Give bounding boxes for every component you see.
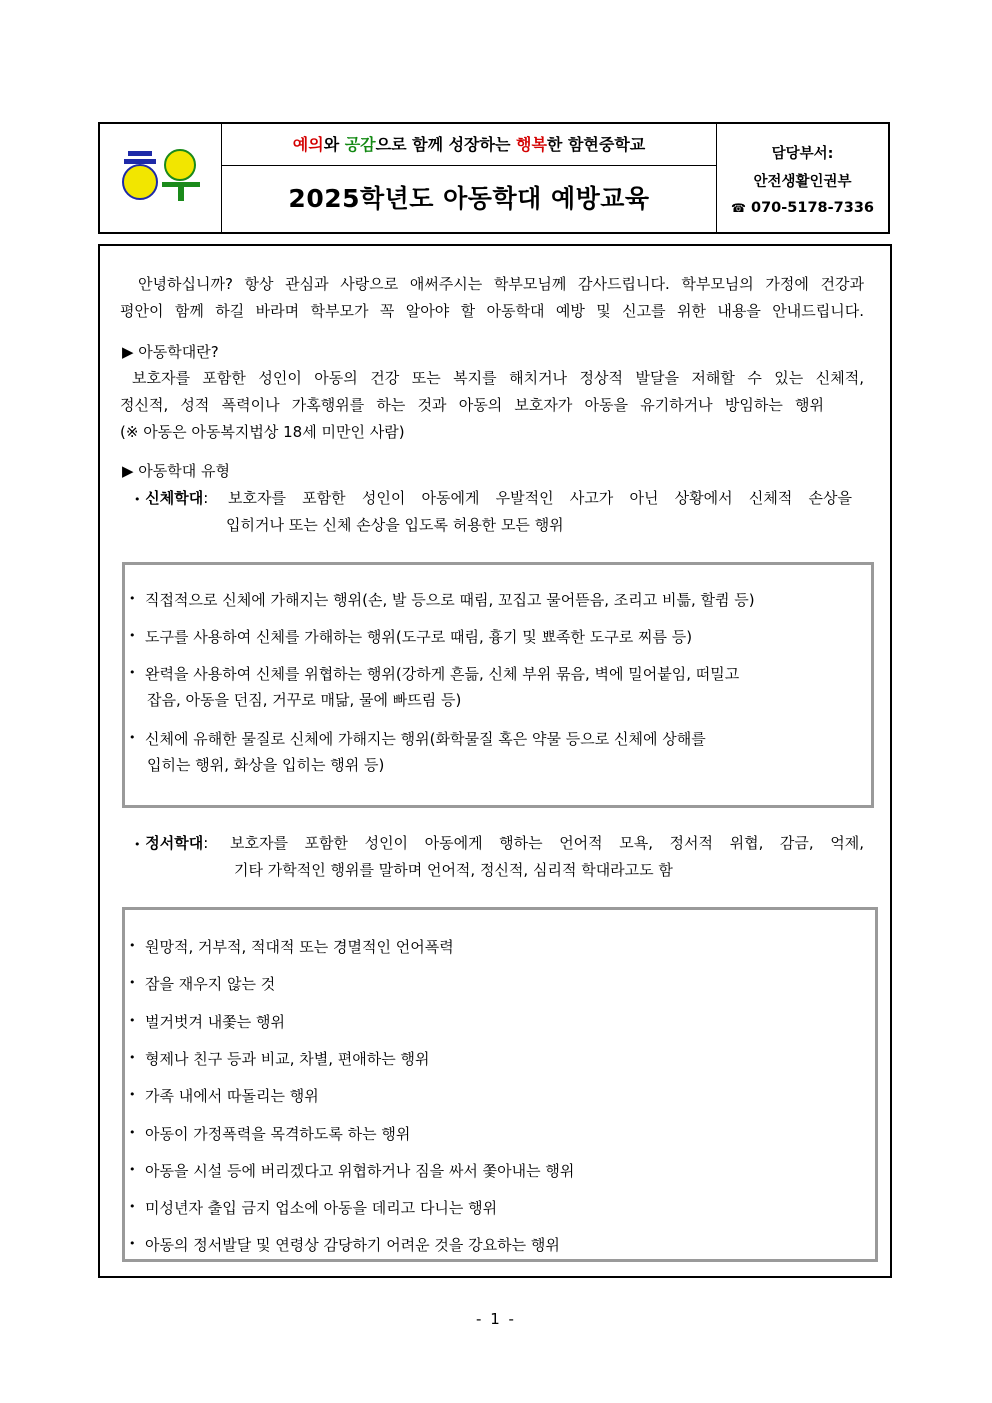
colon: : — [203, 834, 209, 852]
bullet: • — [129, 976, 136, 990]
emotional-abuse-examples — [122, 907, 878, 1262]
example-item: 완력을 사용하여 신체를 위협하는 행위(강하게 흔듦, 신체 부위 묶음, 벽에 밀어붙임, 떠밀고 — [145, 665, 740, 683]
bullet: • — [129, 1088, 136, 1102]
bullet: • — [129, 1125, 136, 1139]
definition-line-1: 보호자를 포함한 성인이 아동의 건강 또는 복지를 해치거나 정상적 발달을 저해할 수 있는 신체적, — [132, 369, 864, 387]
emotional-abuse-desc-1: 보호자를 포함한 성인이 아동에게 행하는 언어적 모욕, 정서적 위협, 감금, 억제, — [230, 834, 864, 852]
bullet: • — [129, 1050, 136, 1064]
example-item: 벌거벗겨 내쫓는 행위 — [145, 1012, 285, 1031]
school-slogan — [222, 124, 716, 166]
logo-cell — [100, 124, 222, 232]
example-item: 원망적, 거부적, 적대적 또는 경멸적인 언어폭력 — [145, 938, 454, 956]
physical-abuse-term: 신체학대 — [145, 489, 204, 507]
document-header — [98, 122, 890, 234]
bullet: • — [134, 838, 141, 851]
physical-abuse-label — [134, 484, 208, 514]
bullet: • — [134, 493, 141, 506]
slogan-part: 예의 — [292, 135, 324, 154]
page-number: - 1 - — [476, 1310, 516, 1328]
physical-abuse-desc-1: 보호자를 포함한 성인이 아동에게 우발적인 사고가 아닌 상황에서 신체적 손상을 — [228, 489, 852, 507]
page-title: 2025학년도 아동학대 예방교육 — [288, 184, 650, 213]
bullet: • — [129, 629, 136, 642]
example-item: 미성년자 출입 금지 업소에 아동을 데리고 다니는 행위 — [145, 1199, 498, 1218]
example-item: 아동의 정서발달 및 연령상 감당하기 어려운 것을 강요하는 행위 — [145, 1236, 560, 1255]
contact-info — [717, 124, 888, 232]
example-item: 잠을 재우지 않는 것 — [145, 975, 276, 994]
slogan-part: 으로 함께 성장하는 — [375, 135, 516, 154]
phone-line — [717, 200, 888, 216]
example-item: 아동이 가정폭력을 목격하도록 하는 행위 — [145, 1124, 411, 1143]
types-heading: ▶ 아동학대 유형 — [122, 462, 231, 480]
emotional-abuse-desc-2: 기타 가학적인 행위를 말하며 언어적, 정신적, 심리적 학대라고도 함 — [234, 861, 673, 879]
department-name: 안전생활인권부 — [753, 174, 852, 190]
physical-abuse-examples — [122, 562, 874, 808]
example-item-continuation: 잡음, 아동을 던짐, 거꾸로 매닮, 물에 빠뜨림 등) — [147, 691, 462, 709]
bullet: • — [129, 1013, 136, 1027]
definition-heading: ▶ 아동학대란? — [122, 343, 219, 361]
example-item: 직접적으로 신체에 가해지는 행위(손, 발 등으로 때림, 꼬집고 물어뜯음, 조리고 비틂, 할큄 등) — [145, 591, 755, 609]
example-item: 형제나 친구 등과 비교, 차별, 편애하는 행위 — [145, 1049, 430, 1068]
bullet: • — [129, 1237, 136, 1251]
example-item: 신체에 유해한 물질로 신체에 가해지는 행위(화학물질 혹은 약물 등으로 신체에 상해를 — [145, 730, 706, 748]
emotional-abuse-label — [134, 829, 208, 859]
intro-line-2: 평안이 함께 하길 바라며 학부모가 꼭 알아야 할 아동학대 예방 및 신고를 위한 내용을 안내드립니다. — [120, 302, 864, 320]
phone-number: 070-5178-7336 — [750, 200, 875, 216]
content-box — [98, 244, 892, 1278]
definition-note: (※ 아동은 아동복지법상 18세 미만인 사람) — [120, 423, 405, 441]
slogan-part: 행복 — [516, 135, 547, 154]
bullet: • — [129, 939, 136, 952]
bullet: • — [129, 1162, 136, 1176]
colon: : — [203, 489, 209, 507]
bullet: • — [129, 666, 136, 679]
intro-line-1: 안녕하십니까? 항상 관심과 사랑으로 애써주시는 학부모님께 감사드립니다. 학부모님의 가정에 건강과 — [138, 275, 864, 293]
header-center — [222, 124, 717, 232]
school-logo-icon — [122, 148, 202, 204]
bullet: • — [129, 592, 136, 605]
example-item: 가족 내에서 따돌리는 행위 — [145, 1087, 319, 1106]
bullet: • — [129, 1200, 136, 1214]
example-item: 아동을 시설 등에 버리겠다고 위협하거나 짐을 싸서 쫓아내는 행위 — [145, 1161, 575, 1180]
example-item: 도구를 사용하여 신체를 가해하는 행위(도구로 때림, 흉기 및 뾰족한 도구로 찌름 등) — [145, 628, 693, 646]
phone-icon: ☎ — [730, 201, 746, 215]
emotional-abuse-term: 정서학대 — [145, 834, 204, 852]
bullet: • — [129, 731, 136, 744]
slogan-part: 한 함현중학교 — [546, 135, 646, 154]
department-label: 담당부서: — [771, 146, 834, 162]
slogan-part: 와 — [323, 135, 345, 154]
definition-line-2: 정신적, 성적 폭력이나 가혹행위를 하는 것과 아동의 보호자가 아동을 유기하거나 방임하는 행위 — [120, 396, 824, 414]
physical-abuse-desc-2: 입히거나 또는 신체 손상을 입도록 허용한 모든 행위 — [226, 516, 564, 534]
example-item-continuation: 입히는 행위, 화상을 입히는 행위 등) — [147, 756, 385, 774]
slogan-part: 공감 — [344, 135, 376, 154]
